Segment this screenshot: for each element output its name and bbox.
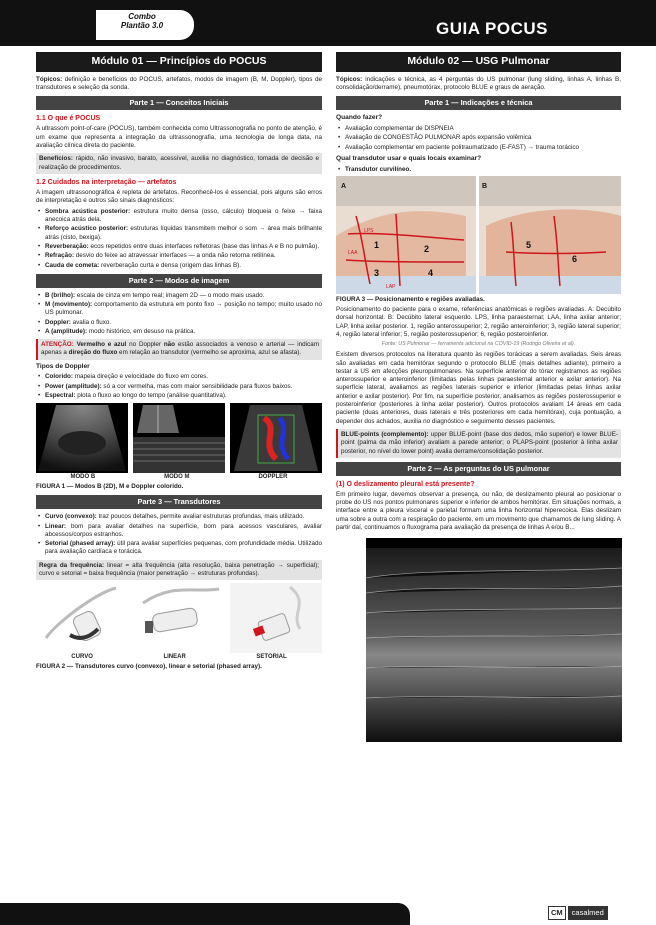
list-item: • Linear: bom para avaliar detalhes na superfície, bom para acessos vasculares, avaliar abcessos/corpos estranhos. — [36, 523, 322, 540]
module-02 — [336, 52, 621, 742]
figure-1-caption: FIGURA 1 — Modos B (2D), M e Doppler colorido. — [36, 483, 184, 491]
figure-2-caption: FIGURA 2 — Transdutores curvo (convexo), linear e setorial (phased array). — [36, 663, 262, 671]
combo-label: Combo Plantão 3.0 — [120, 12, 164, 30]
question-title: (1) O deslizamento pleural está presente? — [336, 480, 475, 488]
blue-points-box: BLUE-points (complemento): upper BLUE-point (base dos dedos, mão superior) e lower BLUE-point (palma da mão inferior) avaliam a parede anterior; o PLAPS-point (posterior à linha axilar posterior, no nível do lower point) avalia derrame/consolidação posterior. — [336, 429, 621, 458]
module-title: Módulo 01 — Princípios do POCUS — [36, 52, 322, 72]
list-item: • Doppler: avalia o fluxo. — [36, 319, 322, 327]
part-header: Parte 2 — Modos de imagem — [36, 274, 322, 288]
list-item: • Cauda de cometa: reverberação curta e densa (origem das linhas B). — [36, 262, 322, 270]
list-item: • Colorido: mapeia direção e velocidade do fluxo em cores. — [36, 373, 322, 381]
artifact-list — [36, 208, 322, 270]
list-item: • Power (amplitude): só a cor vermelha, mas com maior sensibilidade para fluxos baixos. — [36, 383, 322, 391]
part-header: Parte 3 — Transdutores — [36, 495, 322, 509]
topics: Tópicos: definição e benefícios do POCUS, artefatos, modos de imagem (B, M, Doppler), tipos de transdutores e seleção da sonda. — [36, 75, 322, 92]
doppler-image — [230, 403, 322, 473]
topics: Tópicos: indicações e técnica, as 4 perguntas do US pulmonar (lung sliding, linhas A, linhas B, consolidação/derrame), pneumotórax, protocolo BLUE e graus de aeração. — [336, 75, 621, 92]
list-item: • A (amplitude): modo histórico, em desuso na prática. — [36, 328, 322, 336]
list-item: • Curvo (convexo): traz poucos detalhes, permite avaliar estruturas profundas, mais utilizado. — [36, 513, 322, 521]
module-01 — [36, 52, 322, 674]
label-a: A — [341, 182, 347, 190]
list-item: • Avaliação de CONGESTÃO PULMONAR após expansão volêmica — [336, 134, 621, 142]
svg-text:1: 1 — [374, 239, 380, 250]
list-item: • Avaliação complementar de DISPNEIA — [336, 125, 621, 133]
doppler-types-title: Tipos de Doppler — [36, 362, 90, 370]
linear-probe-icon — [133, 583, 225, 653]
mode-b-image — [36, 403, 128, 473]
when-title: Quando fazer? — [336, 114, 383, 122]
paragraph: A imagem ultrassonográfica é repleta de artefatos. Reconhecê-los é essencial, pois alguns são erros de interpretação e outros são sinais diagnósticos: — [36, 189, 322, 205]
which-title: Qual transdutor usar e quais locais examinar? — [336, 154, 482, 162]
mode-m-image — [133, 403, 225, 473]
list-item: • Reverberação: ecos repetidos entre duas interfaces refletoras (base das linhas A e B no pulmão). — [36, 243, 322, 251]
figure-1-images — [36, 403, 322, 473]
footer-bar — [0, 903, 410, 925]
list-item: • Refração: desvio do feixe ao atravessar interfaces — a onda não retorna retilínea. — [36, 252, 322, 260]
list-item: • Sombra acústica posterior: estrutura muito densa (osso, cálculo) bloqueia o feixe → faixa anecoica atrás dela. — [36, 208, 322, 225]
transducer-list — [36, 513, 322, 556]
list-item: • Reforço acústico posterior: estruturas líquidas transmitem melhor o som → área mais brilhante atrás (cisto, bexiga). — [36, 225, 322, 242]
attention-box: ATENÇÃO: Vermelho e azul no Doppler não estão associados a venoso e arterial — indicam apenas a direção do fluxo em relação ao transdutor (vermelho se aproxima, azul se afasta). — [36, 339, 322, 360]
svg-text:LPS: LPS — [364, 227, 374, 234]
svg-text:LAA: LAA — [348, 249, 358, 256]
paragraph: Posicionamento do paciente para o exame, referências anatômicas e regiões avaliadas. A: Decúbito dorsal horizontal. B: Decúbito lateral esquerdo. LPS, linha paraesternal; LAA, linha axilar anterior; LAP, linha axilar posterior. 1, região anterossuperior; 2, região anteroinferior; 3, região lateral superior; 4, região lateral inferior; 5, região posterossuperior; 6, região posteroinferior. — [336, 306, 621, 338]
curvilinear-probe-icon — [36, 583, 128, 653]
page-title: GUIA POCUS — [435, 19, 549, 38]
figure-2-labels: CURVO LINEAR SETORIAL — [71, 654, 287, 661]
frequency-rule-box: Regra da frequência: linear = alta frequência (alta resolução, baixa penetração → superficial); curvo e setorial = baixa frequência (maior penetração → estruturas profundas). — [36, 560, 322, 581]
transducer-item: • Transdutor curvilíneo. — [336, 166, 621, 174]
list-item: • M (movimento): comportamento da estrutura em ponto fixo → posição no tempo; muito usado no US pulmonar. — [36, 301, 322, 318]
lung-us-image — [366, 538, 622, 742]
label-b: B — [482, 182, 488, 190]
benefits-box: Benefícios: rápido, não invasivo, barato, acessível, auxilia no diagnóstico, tomada de decisão e realização de procedimentos. — [36, 153, 322, 174]
list-item: • Setorial (phased array): útil para avaliar superfícies pequenas, com profundidade média. Utilizado para avaliação cardíaca e torácica. — [36, 540, 322, 557]
part-header: Parte 1 — Indicações e técnica — [336, 96, 621, 110]
svg-text:2: 2 — [424, 243, 430, 254]
list-item: • Espectral: plota o fluxo ao longo do tempo (análise quantitativa). — [36, 392, 322, 400]
source-note: Fonte: US Pulmonar — ferramenta adicional na COVID-19 (Rodrigo Oliveira et al). — [381, 341, 576, 348]
list-item: • B (brilho): escala de cinza em tempo real; imagem 2D — o modo mais usado. — [36, 292, 322, 300]
indications-list — [336, 125, 621, 152]
doppler-list — [36, 373, 322, 400]
paragraph: A ultrassom point-of-care (POCUS), também conhecida como Ultrassonografia no ponto de atenção, é um exame que representa a integração da ultrassonografia, uma tecnologia de longa data, na avaliação clínica direta do paciente. — [36, 125, 322, 150]
section-title: 1.2 Cuidados na interpretação — artefatos — [36, 178, 177, 186]
paragraph: Existem diversos protocolos na literatura quanto às regiões torácicas a serem avaliadas. Seis áreas são avaliadas em cada hemitórax segundo o protocolo BLUE (mais detalhes adiante), primeiro a testar a US em afecções pleuropulmonares. Na superfície anterior do tórax registramos as regiões anterossuperior e anteroinferior (limitadas pelas linhas paraesternal anterior e axilar anterior). Na superfície lateral, avaliamos as regiões laterais superior e inferior (limitadas pelas linhas axilar anterior e axilar posterior). Por fim, na superfície posterior, analisamos as regiões posterossuperior e posteroinferior (posteriores à linha axilar posterior). Outros protocolos avaliam 14 áreas em cada paciente (duas anteriores, duas laterais e três posteriores em cada hemitórax), cuja pontuação, a depender dos achados, auxilia no diagnóstico e seguimento desses pacientes. — [336, 351, 621, 425]
figure-2-images — [36, 583, 322, 653]
svg-text:6: 6 — [572, 253, 578, 264]
part-header: Parte 2 — As perguntas do US pulmonar — [336, 462, 621, 476]
svg-text:5: 5 — [526, 239, 532, 250]
modes-list — [36, 292, 322, 336]
section-title: 1.1 O que é POCUS — [36, 115, 101, 123]
svg-text:3: 3 — [374, 267, 380, 278]
figure-3-caption: FIGURA 3 — Posicionamento e regiões avaliadas. — [336, 295, 485, 303]
paragraph: Em primeiro lugar, devemos observar a presença, ou não, de deslizamento pleural ao posicionar o probe do US nos pontos pulmonares superior e inferior de ambos hemitórax. Em situações normais, a interface entre a pleura visceral e parietal formam uma linha horizontal hiperecoica. Elas deslizam uma sobre a outra com a respiração do paciente, em um movimento que chamamos de lung sliding. A partir daí, continuamos o fluxograma para avaliação da presença de linhas A e/ou B... — [336, 490, 621, 532]
figure-1-labels: MODO B MODO M DOPPLER — [70, 474, 288, 481]
svg-text:LAP: LAP — [386, 283, 396, 290]
sector-probe-icon — [230, 583, 322, 653]
part-header: Parte 1 — Conceitos Iniciais — [36, 96, 322, 110]
svg-text:4: 4 — [428, 267, 434, 278]
list-item: • Avaliação complementar em paciente politraumatizado (E-FAST) → trauma torácico — [336, 144, 621, 152]
brand-logo: CM casalmed — [548, 906, 608, 920]
figure-3-image — [336, 176, 621, 294]
module-title: Módulo 02 — USG Pulmonar — [336, 52, 621, 72]
